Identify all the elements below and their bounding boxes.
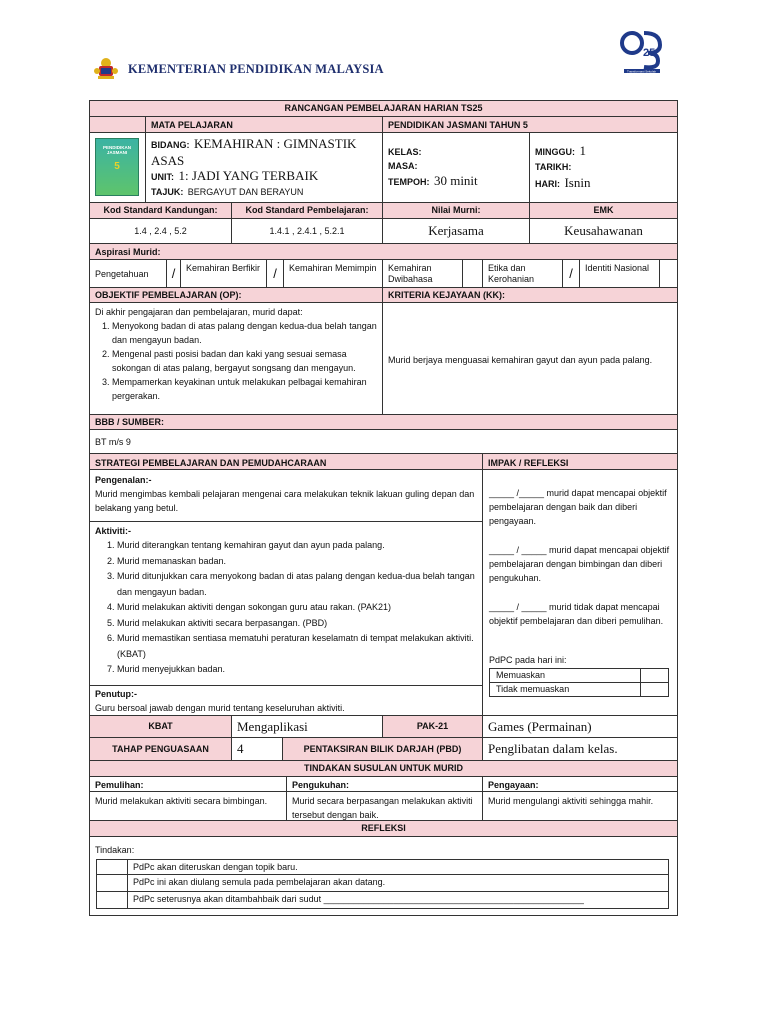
tidak-memuaskan-checkbox[interactable] xyxy=(640,682,669,697)
pak21-value: Games (Permainan) xyxy=(482,716,677,737)
op-intro: Di akhir pengajaran dan pembelajaran, murid dapat: xyxy=(95,307,303,317)
aspirasi-mark-3: / xyxy=(562,260,579,287)
aspirasi-mark-2: / xyxy=(266,260,283,287)
textbook-number: 5 xyxy=(114,161,120,172)
textbook-title: PENDIDIKAN JASMANI xyxy=(102,145,131,155)
aktiviti-item: 3. Murid ditunjukkan cara menyokong badan di atas palang dengan kedua-dua belah tangan dan mengayun badan. xyxy=(117,569,477,600)
emk-value: Keusahawanan xyxy=(529,219,677,243)
impak-label: IMPAK / REFLEKSI xyxy=(482,454,677,469)
pengenalan-text: Murid mengimbas kembali pelajaran mengenai cara melakukan teknik lakuan guling depan dan belakang yang betul. xyxy=(95,489,475,513)
pdpc-label: PdPC pada hari ini: xyxy=(489,655,567,665)
aktiviti-label: Aktiviti:- xyxy=(95,526,131,536)
aktiviti-item: 4. Murid melakukan aktiviti dengan sokongan guru atau rakan. (PAK21) xyxy=(117,600,477,616)
pak21-label: PAK-21 xyxy=(382,716,482,737)
impak-text-1: _____ /_____ murid dapat mencapai objektif pembelajaran dengan baik dan diberi pengayaan. xyxy=(489,488,667,526)
malaysia-crest-icon xyxy=(92,54,120,82)
ts25-tagline: Transformasi Sekolah xyxy=(627,69,657,74)
pengukuhan-label: Pengukuhan: xyxy=(286,777,482,791)
aspirasi-dwibahasa: Kemahiran Dwibahasa xyxy=(382,260,462,287)
nilai-value: Kerjasama xyxy=(382,219,529,243)
tindakan-item: PdPc ini akan diulang semula pada pembelajaran akan datang. xyxy=(133,877,386,887)
ksp-value: 1.4.1 , 2.4.1 , 5.2.1 xyxy=(231,219,382,243)
aspirasi-pengetahuan: Pengetahuan xyxy=(95,269,149,279)
aspirasi-nasional: Identiti Nasional xyxy=(579,260,659,287)
memuaskan-checkbox[interactable] xyxy=(640,668,669,683)
tindakan-label: Tindakan: xyxy=(95,845,135,855)
ts25-logo-icon xyxy=(618,27,666,75)
op-list xyxy=(95,319,377,403)
kk-text: Murid berjaya menguasai kemahiran gayut dan ayun pada palang. xyxy=(382,303,677,414)
tarikh-label: TARIKH: xyxy=(535,162,572,172)
bidang-label: BIDANG: xyxy=(151,140,190,150)
minggu-label: MINGGU: xyxy=(535,147,575,157)
sheet-title: RANCANGAN PEMBELAJARAN HARIAN TS25 xyxy=(90,101,677,117)
memuaskan-option: Memuaskan xyxy=(489,668,641,683)
refleksi-label: REFLEKSI xyxy=(90,821,677,837)
emk-label: EMK xyxy=(529,203,677,218)
unit-value: 1: JADI YANG TERBAIK xyxy=(178,168,319,183)
tahap-value: 4 xyxy=(231,738,282,760)
kbat-label: KBAT xyxy=(90,716,231,737)
masa-label: MASA: xyxy=(388,161,418,171)
aktiviti-item: 6. Murid memastikan sentiasa mematuhi peraturan keselamatn di tempat melakukan aktiviti. (KBAT) xyxy=(117,631,477,662)
pbd-label: PENTAKSIRAN BILIK DARJAH (PBD) xyxy=(282,738,482,760)
pengayaan-label: Pengayaan: xyxy=(482,777,677,791)
textbook-cover-image xyxy=(95,138,139,196)
op-label: OBJEKTIF PEMBELAJARAN (OP): xyxy=(95,290,242,300)
tidak-memuaskan-option: Tidak memuaskan xyxy=(489,682,641,697)
bbb-label: BBB / SUMBER: xyxy=(90,415,677,430)
aspirasi-label: Aspirasi Murid: xyxy=(90,244,677,260)
aktiviti-item: 2. Murid memanaskan badan. xyxy=(117,554,477,570)
hari-label: HARI: xyxy=(535,179,560,189)
tempoh-label: TEMPOH: xyxy=(388,177,430,187)
aspirasi-kerohanian: Etika dan Kerohanian xyxy=(482,260,562,287)
minggu-value: 1 xyxy=(579,143,586,158)
pengukuhan-text: Murid secara berpasangan melakukan aktiviti tersebut dengan baik. xyxy=(286,792,482,820)
aspirasi-berfikir: Kemahiran Berfikir xyxy=(180,260,266,287)
hari-value: Isnin xyxy=(564,175,591,190)
tindakan-checkbox-3[interactable] xyxy=(97,892,128,908)
rph-sheet xyxy=(89,100,678,916)
tahap-label: TAHAP PENGUASAAN xyxy=(90,738,231,760)
impak-text-3: _____ / _____ murid tidak dapat mencapai objektif pembelajaran dan diberi pemulihan. xyxy=(489,602,664,626)
op-item: 3. Mempamerkan keyakinan untuk melakukan pelbagai kemahiran pergerakan. xyxy=(112,375,377,403)
kelas-label: KELAS: xyxy=(388,147,422,157)
aktiviti-list xyxy=(95,538,477,678)
kbat-value: Mengaplikasi xyxy=(231,716,382,737)
pengayaan-text: Murid mengulangi aktiviti sehingga mahir. xyxy=(482,792,677,820)
ksk-value: 1.4 , 2.4 , 5.2 xyxy=(134,226,187,236)
aktiviti-item: 7. Murid menyejukkan badan. xyxy=(117,662,477,678)
op-item: 1. Menyokong badan di atas palang dengan kedua-dua belah tangan dan mengayun badan. xyxy=(112,319,377,347)
op-item: 2. Mengenal pasti posisi badan dan kaki yang sesuai semasa sokongan di atas palang, bergayut songsang dan mengayun. xyxy=(112,347,377,375)
pengenalan-label: Pengenalan:- xyxy=(95,475,152,485)
subject-name: PENDIDIKAN JASMANI TAHUN 5 xyxy=(382,117,677,132)
aspirasi-mark-1: / xyxy=(166,260,180,287)
nilai-label: Nilai Murni: xyxy=(382,203,529,218)
tajuk-value: BERGAYUT DAN BERAYUN xyxy=(187,187,304,197)
tindakan-item: PdPc seterusnya akan ditambahbaik dari sudut ____________________________________________________ xyxy=(133,894,584,904)
tindakan-item: PdPc akan diteruskan dengan topik baru. xyxy=(133,862,298,872)
ts25-number: 25 xyxy=(643,47,656,59)
ministry-title: KEMENTERIAN PENDIDIKAN MALAYSIA xyxy=(128,62,384,76)
mata-pelajaran-label: MATA PELAJARAN xyxy=(145,117,382,132)
aktiviti-item: 5. Murid melakukan aktiviti secara berpasangan. (PBD) xyxy=(117,616,477,632)
kk-label: KRITERIA KEJAYAAN (KK): xyxy=(382,288,677,302)
strategi-label: STRATEGI PEMBELAJARAN DAN PEMUDAHCARAAN xyxy=(95,458,327,468)
unit-label: UNIT: xyxy=(151,172,174,182)
bbb-value: BT m/s 9 xyxy=(90,430,677,454)
pemulihan-label: Pemulihan: xyxy=(95,780,144,790)
ksk-label: Kod Standard Kandungan: xyxy=(103,205,218,215)
pemulihan-text: Murid melakukan aktiviti secara bimbingan. xyxy=(95,796,268,806)
impak-text-2: _____ / _____ murid dapat mencapai objektif pembelajaran dengan bimbingan dan diberi pengukuhan. xyxy=(489,545,670,583)
tempoh-value: 30 minit xyxy=(433,173,478,188)
ksp-label: Kod Standard Pembelajaran: xyxy=(231,203,382,218)
tajuk-label: TAJUK: xyxy=(151,187,184,197)
penutup-text: Guru bersoal jawab dengan murid tentang keseluruhan aktiviti. xyxy=(95,703,345,713)
aspirasi-memimpin: Kemahiran Memimpin xyxy=(283,260,382,287)
pbd-value: Penglibatan dalam kelas. xyxy=(482,738,677,760)
penutup-label: Penutup:- xyxy=(95,689,137,699)
aktiviti-item: 1. Murid diterangkan tentang kemahiran gayut dan ayun pada palang. xyxy=(117,538,477,554)
bidang-value: KEMAHIRAN : GIMNASTIK ASAS xyxy=(151,136,357,168)
tindakan-susulan-label: TINDAKAN SUSULAN UNTUK MURID xyxy=(90,761,677,777)
tindakan-checkbox-1[interactable] xyxy=(97,860,128,874)
tindakan-checkbox-2[interactable] xyxy=(97,875,128,891)
